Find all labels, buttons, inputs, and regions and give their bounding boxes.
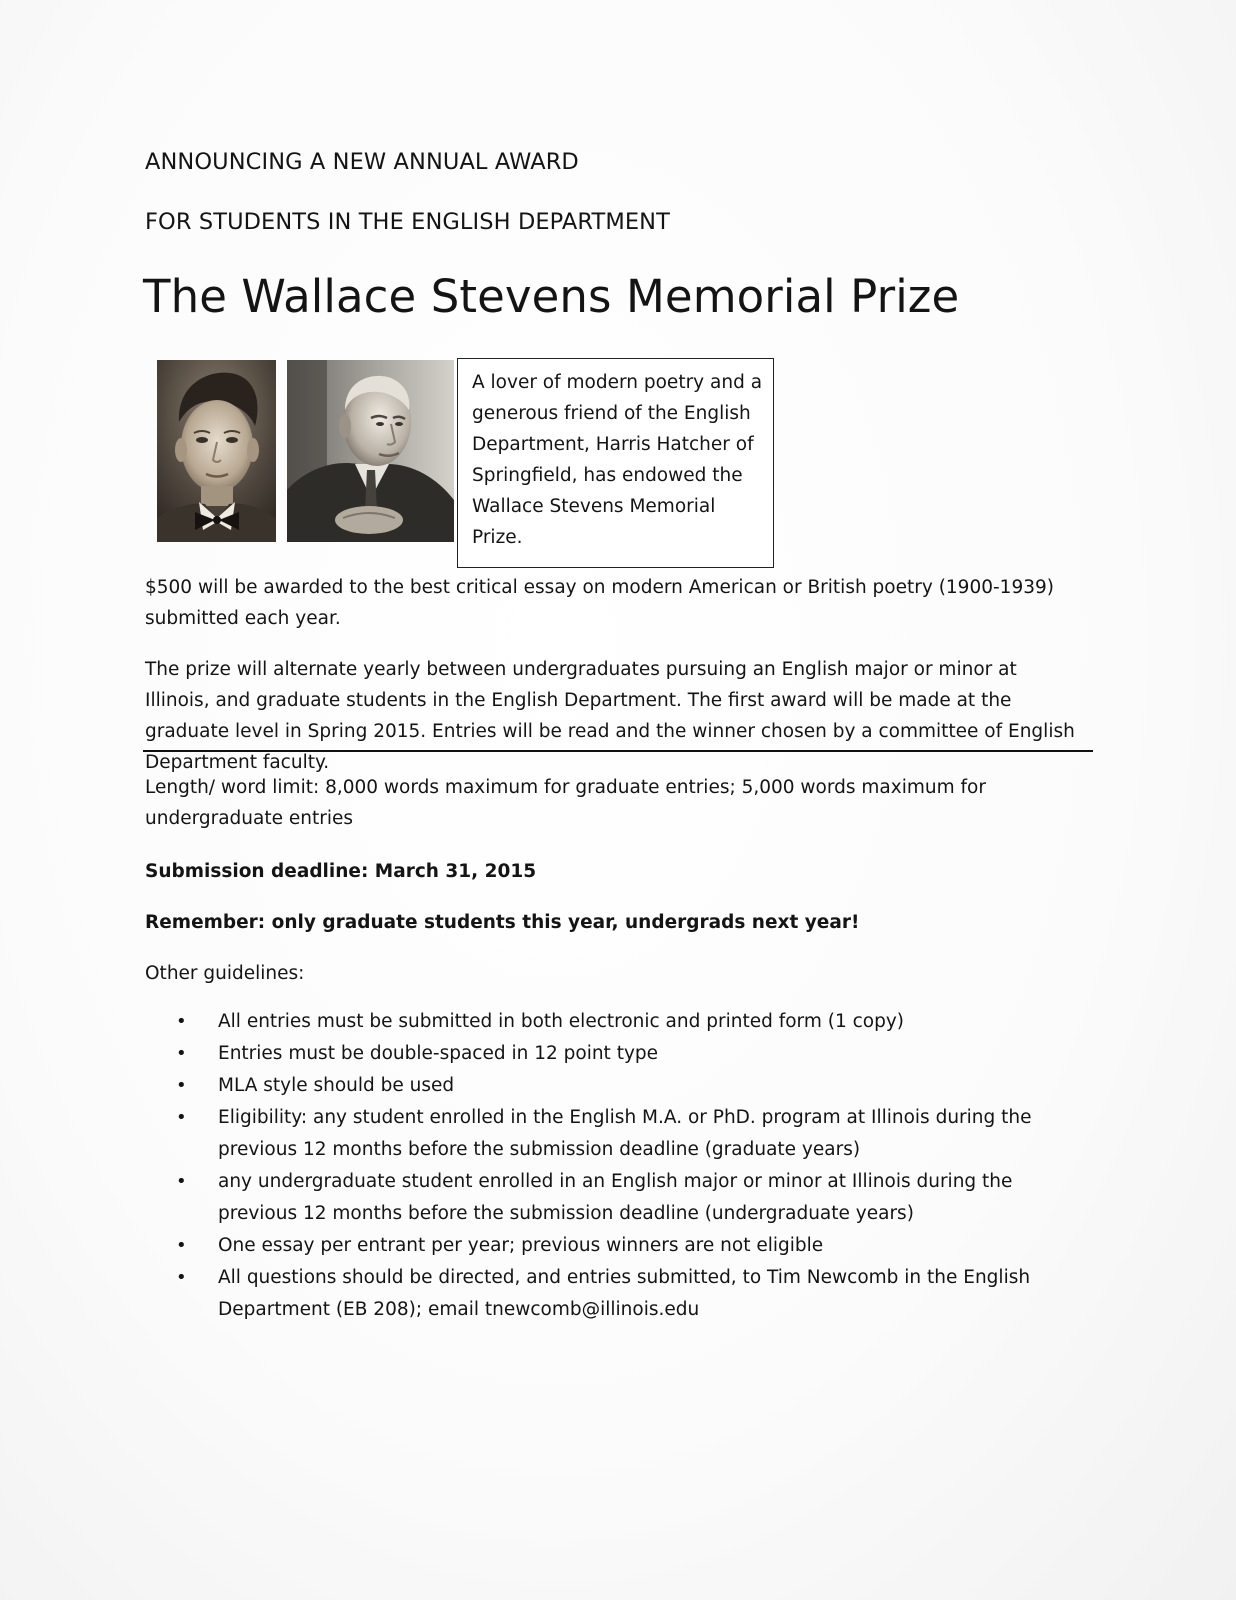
guideline-text: Eligibility: any student enrolled in the English M.A. or PhD. program at Illinois during the previous 12 months before the submission deadline (graduate years) (218, 1107, 1032, 1160)
guideline-item (145, 1102, 1095, 1166)
bullet-icon: • (176, 1011, 187, 1032)
young-stevens-photo (157, 360, 276, 542)
length-limit-paragraph: Length/ word limit: 8,000 words maximum for graduate entries; 5,000 words maximum for undergraduate entries (145, 777, 986, 829)
guideline-text: All entries must be submitted in both electronic and printed form (1 copy) (218, 1011, 904, 1032)
older-stevens-photo (287, 360, 454, 542)
guideline-text: Entries must be double-spaced in 12 point type (218, 1043, 659, 1064)
bullet-icon: • (176, 1043, 187, 1064)
bullet-icon: • (176, 1171, 187, 1192)
announcement-line-2: FOR STUDENTS IN THE ENGLISH DEPARTMENT (145, 209, 670, 235)
intro-text-box (457, 358, 774, 568)
bullet-icon: • (176, 1235, 187, 1256)
guideline-text: All questions should be directed, and entries submitted, to Tim Newcomb in the English Department (EB 208); email tnewcomb@illinois.edu (218, 1267, 1031, 1320)
alternation-paragraph: The prize will alternate yearly between undergraduates pursuing an English major or minor at Illinois, and graduate students in the English Department. The first award will be made at the graduate level in Spring 2015. Entries will be read and the winner chosen by a committee of English Department faculty. (145, 659, 1075, 773)
prize-title: The Wallace Stevens Memorial Prize (143, 270, 960, 323)
guideline-item (145, 1166, 1095, 1230)
award-paragraph: $500 will be awarded to the best critical essay on modern American or British poetry (1900-1939) submitted each year. (145, 577, 1054, 629)
guidelines-label: Other guidelines: (145, 963, 305, 984)
divider-rule (143, 750, 1093, 752)
guideline-text: MLA style should be used (218, 1075, 455, 1096)
guideline-item (145, 1006, 1095, 1038)
deadline-line: Submission deadline: March 31, 2015 (145, 861, 537, 882)
guidelines-list (145, 1006, 1095, 1326)
guideline-item (145, 1262, 1095, 1326)
guideline-item (145, 1230, 1095, 1262)
reminder-line: Remember: only graduate students this year, undergrads next year! (145, 912, 860, 933)
guideline-item (145, 1070, 1095, 1102)
guideline-item (145, 1038, 1095, 1070)
intro-text: A lover of modern poetry and a generous friend of the English Department, Harris Hatcher of Springfield, has endowed the Wallace Stevens Memorial Prize. (472, 372, 763, 548)
announcement-line-1: ANNOUNCING A NEW ANNUAL AWARD (145, 149, 579, 175)
bullet-icon: • (176, 1075, 187, 1096)
guideline-text: One essay per entrant per year; previous winners are not eligible (218, 1235, 824, 1256)
guideline-text: any undergraduate student enrolled in an English major or minor at Illinois during the previous 12 months before the submission deadline (undergraduate years) (218, 1171, 1013, 1224)
bullet-icon: • (176, 1267, 187, 1288)
bullet-icon: • (176, 1107, 187, 1128)
